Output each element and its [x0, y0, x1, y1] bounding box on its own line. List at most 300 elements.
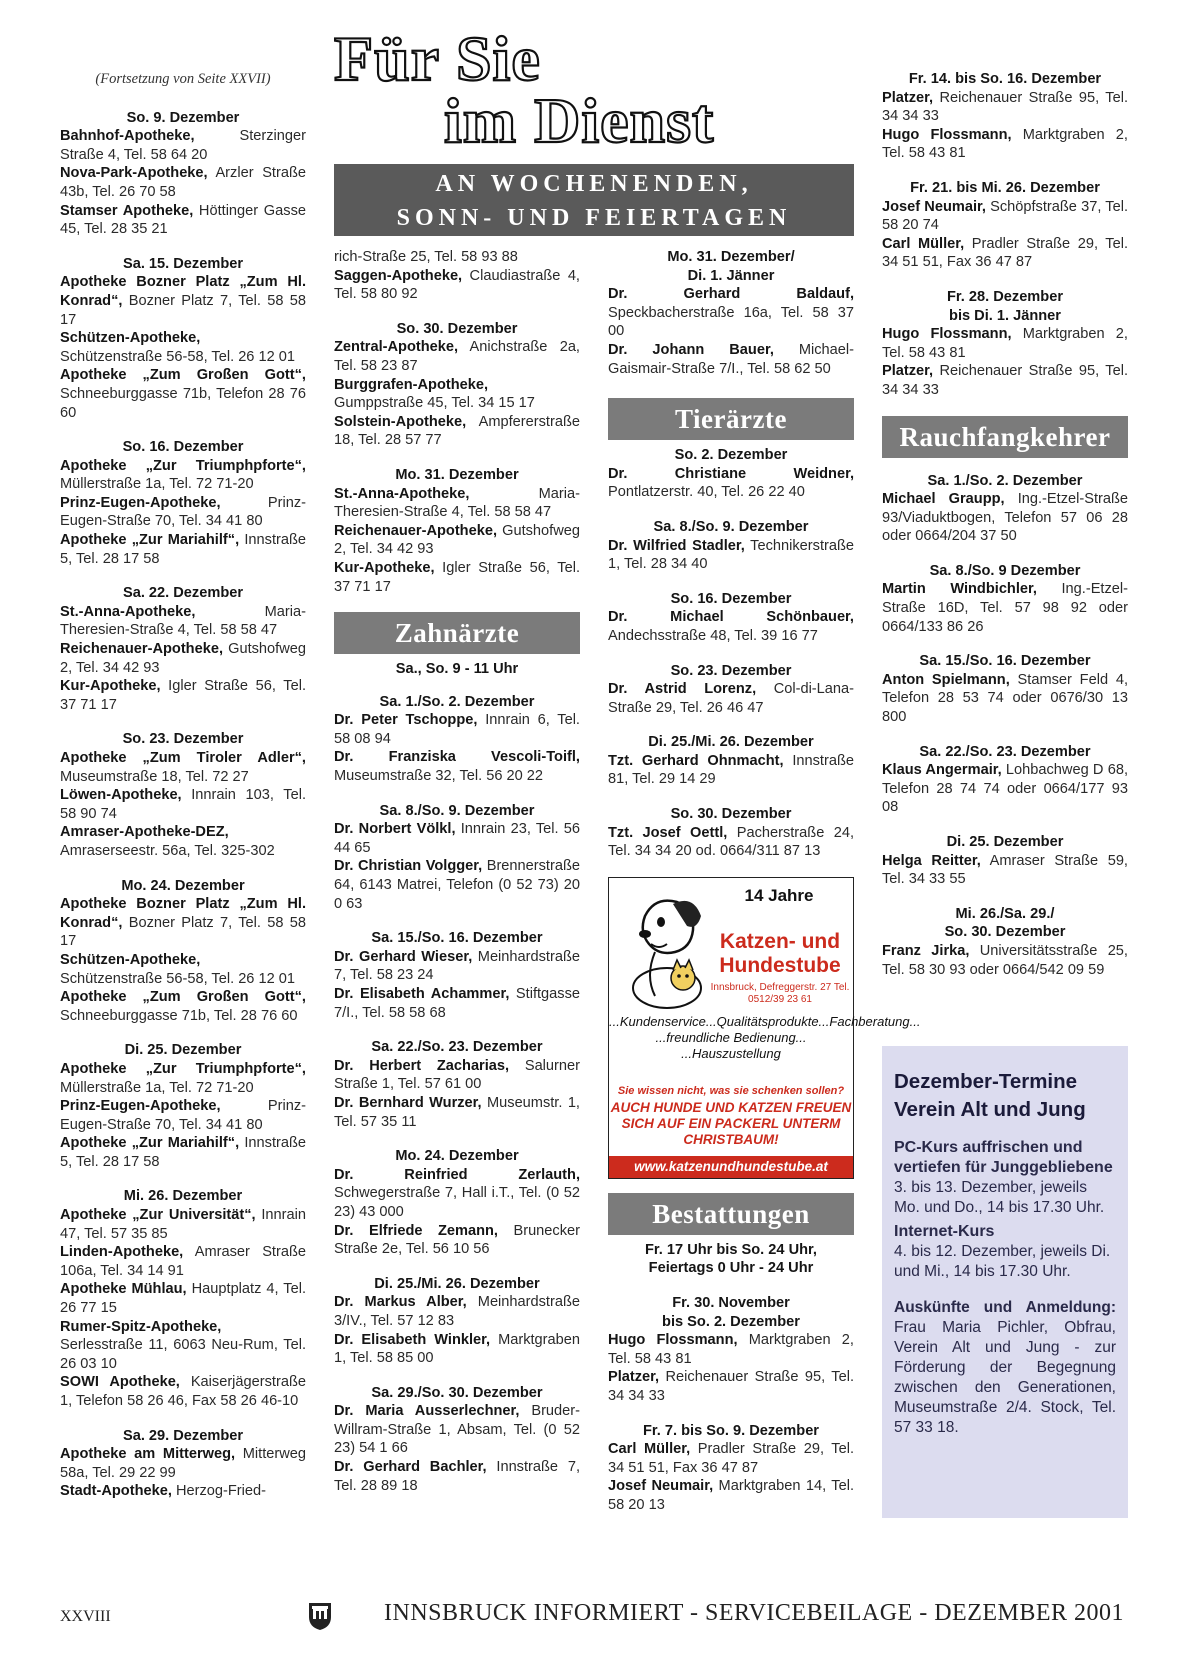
list-item — [60, 1373, 306, 1410]
entry-name: Dr. Gerhard Baldauf, — [608, 286, 854, 303]
date-heading: Sa. 22. Dezember — [122, 585, 244, 602]
date-block — [882, 179, 1128, 272]
entry-detail: Reichenauer Straße 95, Tel. 34 34 33 — [882, 363, 1128, 398]
entry-name: Apotheke „Zur Triumphpforte“, — [60, 1060, 306, 1077]
entry-detail: Gutshofweg 2, Tel. 34 42 93 — [334, 522, 580, 558]
date-block — [882, 833, 1128, 889]
date-heading-continued: Di. 1. Jänner — [687, 267, 775, 284]
banner-line-2: SONN- UND FEIERTAGEN — [396, 205, 792, 231]
entry-name: Linden-Apotheke, — [60, 1244, 184, 1261]
entry-name: Schützen-Apotheke, — [60, 330, 201, 347]
entry-name: Solstein-Apotheke, — [334, 413, 467, 430]
entry-detail: Maria-Theresien-Straße 4, Tel. 58 58 47 — [334, 485, 580, 521]
list-item — [60, 164, 306, 201]
footer-publication: INNSBRUCK INFORMIERT - SERVICEBEILAGE - DEZEMBER 2001 — [384, 1600, 1125, 1626]
entry-name: Stadt-Apotheke, — [60, 1483, 172, 1500]
date-heading: So. 2. Dezember — [674, 447, 788, 464]
date-block — [60, 730, 306, 860]
entry-detail: Technikerstraße 1, Tel. 28 34 40 — [608, 537, 855, 573]
entry-name: Burggrafen-Apotheke, — [334, 376, 489, 393]
entry-name: Reichenauer-Apotheke, — [60, 641, 224, 658]
list-item — [60, 1243, 306, 1280]
entry-name: Amraser-Apotheke-DEZ, — [60, 824, 229, 841]
entry-detail: Stiftgasse 7/I., Tel. 58 58 68 — [334, 986, 580, 1021]
entry-name: Dr. Peter Tschoppe, — [334, 712, 478, 729]
date-block — [882, 905, 1128, 979]
date-block — [334, 1147, 580, 1259]
verein-title: Dezember-Termine Verein Alt und Jung — [894, 1070, 1086, 1121]
list-item — [882, 362, 1128, 399]
date-heading: Sa. 8./So. 9 Dezember — [929, 562, 1081, 579]
entry-name: Dr. Bernhard Wurzer, — [334, 1094, 482, 1111]
entry-name: Dr. Elisabeth Achammer, — [334, 986, 510, 1002]
entry-name: Schützen-Apotheke, — [60, 951, 201, 968]
date-heading: Mi. 26. Dezember — [123, 1188, 243, 1205]
entry-detail: Claudiastraße 4, Tel. 58 80 92 — [334, 267, 580, 303]
banner-line-1: AN WOCHENENDEN, — [435, 171, 753, 197]
entry-detail: Innrain 23, Tel. 56 44 65 — [334, 821, 580, 856]
entry-detail: Amraser Straße 59, Tel. 34 33 55 — [882, 852, 1128, 888]
list-item — [882, 126, 1128, 163]
entry-name: Kur-Apotheke, — [60, 678, 161, 695]
ad-services: ...Kundenservice...Qualitätsprodukte...Fachberatung... ...freundliche Bedienung... ...Hauszustellung — [609, 1013, 921, 1061]
entry-detail: Innstraße 5, Tel. 28 17 58 — [60, 532, 307, 567]
entry-detail: Maria-Theresien-Straße 4, Tel. 58 58 47 — [60, 603, 306, 639]
list-item — [608, 285, 854, 341]
entry-detail: Marktgraben 2, Tel. 58 43 81 — [608, 1332, 854, 1367]
entry-name: Tzt. Josef Oettl, — [608, 824, 728, 841]
entry-name: Apotheke „Zum Tiroler Adler“, — [60, 750, 306, 766]
entry-detail: Prinz-Eugen-Straße 70, Tel. 34 41 80 — [60, 494, 306, 530]
entry-detail: Lohbachweg D 68, Telefon 28 74 74 oder 0664/177 93 08 — [882, 762, 1128, 816]
list-item — [60, 127, 306, 164]
entry-name: Dr. Elisabeth Winkler, — [334, 1331, 491, 1348]
column-3 — [608, 248, 921, 1531]
entry-name: Stamser Apotheke, — [60, 202, 194, 219]
entry-detail: Arzler Straße 43b, Tel. 26 70 58 — [60, 165, 306, 200]
date-heading: So. 16. Dezember — [670, 590, 792, 607]
entry-name: Apotheke „Zur Triumphpforte“, — [60, 457, 306, 474]
date-heading: So. 30. Dezember — [670, 806, 792, 823]
list-item — [334, 985, 580, 1022]
entry-detail: Hauptplatz 4, Tel. 26 77 15 — [60, 1281, 306, 1317]
entry-detail: Schützenstraße 56-58, Tel. 26 12 01 — [60, 970, 296, 987]
entry-name: Dr. Franziska Vescoli-Toifl, — [334, 749, 580, 766]
date-heading: Di. 25./Mi. 26. Dezember — [648, 734, 814, 751]
date-block — [882, 472, 1128, 546]
date-heading: Fr. 28. Dezember — [947, 288, 1063, 305]
entry-detail: Ing.-Etzel-Straße 16D, Tel. 57 98 92 oder 0664/133 86 26 — [882, 581, 1128, 635]
entry-detail: Marktgraben 2, Tel. 58 43 81 — [882, 326, 1128, 361]
city-crest-icon — [307, 1601, 333, 1631]
list-item — [60, 1280, 306, 1317]
entry-detail: Michael-Gaismair-Straße 7/I., Tel. 58 62 50 — [608, 341, 854, 377]
entry-detail: Marktgraben 1, Tel. 58 85 00 — [334, 1331, 580, 1367]
entry-name: Josef Neumair, — [882, 198, 986, 215]
date-block — [608, 1422, 854, 1515]
date-heading: So. 16. Dezember — [122, 439, 244, 456]
list-item — [334, 413, 580, 450]
entry-detail: Igler Straße 56, Tel. 37 71 17 — [334, 559, 580, 595]
pc-course-text: 3. bis 13. Dezember, jeweils Mo. und Do., 14 bis 17.30 Uhr. — [894, 1179, 1105, 1216]
list-item — [60, 329, 306, 366]
entry-detail: Schneeburggasse 71b, Telefon 28 76 60 — [60, 385, 306, 421]
entry-name: Michael Graupp, — [882, 491, 1005, 508]
entry-name: Platzer, — [882, 89, 934, 106]
entry-detail: Pradler Straße 29, Tel. 34 51 51, Fax 36 47 87 — [608, 1441, 855, 1476]
date-heading: Sa. 15./So. 16. Dezember — [919, 653, 1091, 670]
entry-name: Prinz-Eugen-Apotheke, — [60, 1098, 221, 1115]
entry-name: Zentral-Apotheke, — [334, 339, 459, 356]
list-item — [882, 235, 1128, 272]
list-item — [334, 1057, 580, 1094]
list-item — [608, 1368, 854, 1405]
column-2 — [334, 248, 580, 1511]
entry-detail: Brunecker Straße 2e, Tel. 56 10 56 — [334, 1222, 580, 1258]
title-line-2: im Dienst — [444, 85, 715, 156]
entry-name: Apotheke „Zur Mariahilf“, — [60, 532, 240, 549]
date-block — [608, 1294, 854, 1406]
entry-name: SOWI Apotheke, — [60, 1374, 180, 1391]
entry-name: Hugo Flossmann, — [882, 126, 1012, 143]
date-heading: Sa. 29. Dezember — [122, 1427, 244, 1444]
list-item — [60, 603, 306, 640]
verein-pc-course — [894, 1138, 1116, 1282]
list-item — [608, 824, 854, 861]
list-item — [60, 531, 306, 568]
list-item — [608, 752, 854, 789]
list-item — [334, 248, 580, 267]
entry-detail: Schwegerstraße 7, Hall i.T., Tel. (0 52 23) 43 000 — [334, 1185, 580, 1220]
entry-name: Klaus Angermair, — [882, 762, 1002, 779]
entry-name: Apotheke „Zum Großen Gott“, — [60, 367, 306, 384]
date-block — [334, 929, 580, 1022]
pc-course-heading: PC-Kurs auffrischen und vertiefen für Junggebliebene — [894, 1139, 1113, 1176]
entry-name: Dr. Maria Ausserlechner, — [334, 1403, 520, 1420]
entry-detail: Igler Straße 56, Tel. 37 71 17 — [60, 678, 306, 713]
list-item — [608, 341, 854, 378]
entry-detail: Pacherstraße 24, Tel. 34 34 20 od. 0664/311 87 13 — [608, 824, 854, 860]
list-item — [60, 1482, 306, 1501]
entry-detail: Ing.-Etzel-Straße 93/Viaduktbogen, Telefon 57 06 28 oder 0664/204 37 50 — [882, 491, 1129, 545]
entry-detail: Innstraße 81, Tel. 29 14 29 — [608, 752, 854, 788]
list-item — [882, 490, 1128, 546]
date-heading-continued: bis So. 2. Dezember — [662, 1313, 800, 1330]
entry-detail: Müllerstraße 1a, Tel. 72 71-20 — [60, 476, 254, 493]
list-item — [882, 942, 1128, 979]
date-block — [608, 248, 854, 378]
entry-name: Kur-Apotheke, — [334, 559, 435, 576]
list-item — [334, 1402, 580, 1458]
date-heading: Sa. 1./So. 2. Dezember — [379, 693, 535, 710]
entry-detail: Herzog-Fried- — [171, 1483, 266, 1500]
entry-detail: Sterzinger Straße 4, Tel. 58 64 20 — [60, 128, 306, 163]
entry-detail: Meinhardstraße 7, Tel. 58 23 24 — [334, 948, 580, 984]
list-item — [60, 895, 306, 951]
ad-shop-address: Innsbruck, Defreggerstr. 27 Tel. 0512/39 23 61 — [710, 981, 850, 1005]
entry-name: Helga Reitter, — [882, 852, 981, 869]
date-heading: Fr. 21. bis Mi. 26. Dezember — [910, 179, 1100, 196]
entry-detail: Anichstraße 2a, Tel. 58 23 87 — [334, 339, 580, 374]
list-item — [334, 522, 580, 559]
date-heading: Fr. 7. bis So. 9. Dezember — [642, 1422, 819, 1439]
list-item — [334, 1331, 580, 1368]
verein-info — [894, 1298, 1116, 1438]
continuation-note: (Fortsetzung von Seite XXVII) — [95, 71, 271, 87]
funeral-hours-2: Feiertags 0 Uhr - 24 Uhr — [648, 1260, 814, 1277]
entry-name: Martin Windbichler, — [882, 581, 1037, 598]
list-item — [608, 1477, 854, 1514]
date-block — [334, 802, 580, 914]
entry-detail: Gumppstraße 45, Tel. 34 15 17 — [334, 395, 535, 412]
list-item — [60, 1060, 306, 1097]
date-heading: Sa. 22./So. 23. Dezember — [919, 743, 1091, 760]
list-item — [60, 202, 306, 239]
list-item — [882, 325, 1128, 362]
verein-alt-und-jung-box — [882, 1046, 1128, 1518]
date-block — [60, 438, 306, 568]
date-block — [334, 466, 580, 596]
date-block — [334, 320, 580, 450]
entry-detail: Bruder-Willram-Straße 1, Absam, Tel. (0 52 23) 54 1 66 — [334, 1403, 580, 1457]
date-block — [882, 288, 1128, 400]
entry-detail: Amraserseestr. 56a, Tel. 325-302 — [60, 842, 275, 859]
list-item — [882, 761, 1128, 817]
list-item — [334, 1293, 580, 1330]
list-item — [608, 680, 854, 717]
date-heading: So. 30. Dezember — [396, 320, 518, 337]
entry-name: Apotheke am Mitterweg, — [60, 1446, 236, 1463]
weekend-banner — [334, 164, 854, 236]
date-heading: Mo. 31. Dezember/ — [667, 249, 795, 265]
date-heading-continued: bis Di. 1. Jänner — [949, 307, 1061, 324]
entry-detail: Höttinger Gasse 45, Tel. 28 35 21 — [60, 202, 306, 238]
list-item — [60, 273, 306, 329]
list-item — [334, 857, 580, 913]
entry-detail: Innstraße 5, Tel. 28 17 58 — [60, 1135, 307, 1170]
entry-detail: Innrain 6, Tel. 58 08 94 — [334, 712, 580, 747]
list-item — [334, 711, 580, 748]
entry-name: Dr. Michael Schönbauer, — [608, 609, 854, 626]
list-item — [334, 748, 580, 785]
list-item — [882, 89, 1128, 126]
list-item — [882, 580, 1128, 636]
entry-name: Hugo Flossmann, — [882, 326, 1012, 343]
list-item — [334, 820, 580, 857]
date-block — [60, 1427, 306, 1501]
date-block — [334, 1038, 580, 1131]
entry-name: Dr. Markus Alber, — [334, 1294, 467, 1311]
column-4 — [882, 70, 1128, 995]
list-item — [334, 1094, 580, 1131]
entry-name: Rumer-Spitz-Apotheke, — [60, 1318, 222, 1335]
date-block — [60, 109, 306, 239]
list-item — [334, 1458, 580, 1495]
list-item — [882, 671, 1128, 727]
funeral-hours-1: Fr. 17 Uhr bis So. 24 Uhr, — [645, 1241, 817, 1258]
date-block — [60, 1187, 306, 1410]
entry-detail: Bozner Platz 7, Tel. 58 58 17 — [60, 292, 306, 328]
entry-detail: Prinz-Eugen-Straße 70, Tel. 34 41 80 — [60, 1098, 306, 1133]
list-item — [60, 457, 306, 494]
entry-name: Tzt. Gerhard Ohnmacht, — [608, 752, 784, 769]
list-item — [60, 494, 306, 531]
entry-detail: Innrain 103, Tel. 58 90 74 — [60, 787, 306, 822]
list-item — [882, 198, 1128, 235]
entry-name: Dr. Astrid Lorenz, — [608, 681, 757, 698]
date-heading: So. 23. Dezember — [122, 731, 244, 748]
list-item — [60, 1134, 306, 1171]
date-block — [608, 518, 854, 574]
entry-detail: Col-di-Lana-Straße 29, Tel. 26 46 47 — [608, 681, 854, 716]
date-block — [60, 877, 306, 1026]
entry-detail: Schneeburggasse 71b, Tel. 28 76 60 — [60, 1007, 298, 1024]
entry-name: Apotheke Mühlau, — [60, 1281, 187, 1298]
entry-name: Dr. Elfriede Zemann, — [334, 1222, 498, 1239]
list-item — [334, 1166, 580, 1222]
title-line-1: Für Sie — [334, 23, 541, 94]
ad-question: Sie wissen nicht, was sie schenken sollen? — [617, 1084, 845, 1097]
verein-info-label: Auskünfte und Anmeldung: — [894, 1299, 1116, 1316]
entry-detail: Brennerstraße 64, 6143 Matrei, Telefon (0 52 73) 20 0 63 — [334, 858, 580, 912]
list-item — [60, 1318, 306, 1374]
date-heading: Di. 25./Mi. 26. Dezember — [374, 1275, 540, 1292]
date-block — [882, 70, 1128, 163]
list-item — [334, 948, 580, 985]
vets-heading: Tierärzte — [608, 398, 854, 440]
entry-name: Löwen-Apotheke, — [60, 787, 182, 804]
date-block — [60, 584, 306, 714]
entry-name: Apotheke „Zum Großen Gott“, — [60, 989, 306, 1006]
entry-name: Dr. Norbert Völkl, — [334, 821, 456, 838]
date-block — [334, 248, 580, 304]
entry-detail: Schützenstraße 56-58, Tel. 26 12 01 — [60, 348, 296, 365]
entry-name: Franz Jirka, — [882, 942, 970, 959]
entry-detail: Amraser Straße 106a, Tel. 34 14 91 — [60, 1244, 306, 1279]
date-block — [608, 446, 854, 502]
entry-name: Saggen-Apotheke, — [334, 267, 463, 284]
entry-name: Dr. Wilfried Stadler, — [608, 537, 745, 554]
pet-shop-ad — [608, 877, 921, 1179]
list-item — [60, 1097, 306, 1134]
entry-name: Platzer, — [608, 1369, 660, 1386]
list-item — [608, 465, 854, 502]
list-item — [334, 559, 580, 596]
list-item — [60, 677, 306, 714]
entry-detail: Pradler Straße 29, Tel. 34 51 51, Fax 36 47 87 — [882, 235, 1129, 271]
list-item — [334, 485, 580, 522]
date-heading: Sa. 29./So. 30. Dezember — [371, 1384, 543, 1401]
date-heading: So. 23. Dezember — [670, 662, 792, 679]
entry-detail: Marktgraben 2, Tel. 58 43 81 — [882, 126, 1128, 162]
entry-name: Dr. Johann Bauer, — [608, 341, 774, 358]
list-item — [60, 951, 306, 988]
date-heading: So. 9. Dezember — [126, 109, 240, 126]
entry-detail: Kaiserjägerstraße 1, Telefon 58 26 46, Fax 58 26 46-10 — [60, 1374, 306, 1409]
entry-name: Dr. Christian Volgger, — [334, 858, 483, 875]
date-block — [334, 693, 580, 786]
entry-name: Dr. Reinfried Zerlauth, — [334, 1166, 580, 1183]
date-heading: Mo. 31. Dezember — [395, 466, 519, 483]
date-block — [882, 743, 1128, 817]
date-block — [608, 590, 854, 646]
entry-name: Carl Müller, — [882, 235, 965, 252]
entry-detail: Mitterweg 58a, Tel. 29 22 99 — [60, 1446, 306, 1481]
date-block — [608, 805, 854, 861]
date-heading: Mo. 24. Dezember — [395, 1148, 519, 1165]
list-item — [60, 366, 306, 422]
list-item — [882, 852, 1128, 889]
list-item — [608, 537, 854, 574]
entry-detail: Schöpfstraße 37, Tel. 58 20 74 — [882, 198, 1128, 234]
entry-name: Dr. Gerhard Wieser, — [334, 948, 473, 965]
entry-detail: Bozner Platz 7, Tel. 58 58 17 — [60, 914, 306, 950]
ad-years-badge: 14 Jahre — [744, 885, 814, 905]
date-heading: Sa. 15. Dezember — [122, 255, 244, 272]
date-block — [608, 662, 854, 718]
entry-name: Apotheke „Zur Universität“, — [60, 1207, 256, 1224]
date-heading: Di. 25. Dezember — [124, 1042, 242, 1059]
page-number: XXVIII — [60, 1608, 111, 1625]
entry-name: Josef Neumair, — [608, 1478, 714, 1495]
entry-detail: Museumstraße 32, Tel. 56 20 22 — [334, 768, 544, 785]
verein-info-text: Frau Maria Pichler, Obfrau, Verein Alt und Jung - zur Förderung der Begegnung zwischen den Generationen, Museumstraße 2/4. Stock, Tel. 57 33 18. — [894, 1319, 1116, 1436]
entry-name: Anton Spielmann, — [882, 671, 1010, 688]
dentists-heading: Zahnärzte — [334, 612, 580, 654]
entry-detail: Gutshofweg 2, Tel. 34 42 93 — [60, 641, 306, 676]
entry-detail: Museumstr. 1, Tel. 57 35 11 — [334, 1094, 580, 1130]
entry-name: Nova-Park-Apotheke, — [60, 165, 208, 182]
list-item — [60, 823, 306, 860]
date-block — [334, 1275, 580, 1368]
chimney-sweeps-heading: Rauchfangkehrer — [882, 416, 1128, 458]
entry-detail: Marktgraben 14, Tel. 58 20 13 — [608, 1478, 855, 1513]
list-item — [608, 1331, 854, 1368]
entry-name: St.-Anna-Apotheke, — [334, 485, 470, 502]
ad-website-link[interactable]: www.katzenundhundestube.at — [609, 1156, 853, 1178]
entry-detail: Universitätsstraße 25, Tel. 58 30 93 oder 0664/542 09 59 — [882, 942, 1128, 978]
entry-name: Hugo Flossmann, — [608, 1332, 738, 1349]
entry-name: Reichenauer-Apotheke, — [334, 522, 498, 539]
date-heading: Fr. 30. November — [672, 1295, 790, 1312]
list-item — [334, 267, 580, 304]
date-heading: Sa. 8./So. 9. Dezember — [653, 518, 809, 535]
date-heading: Sa. 15./So. 16. Dezember — [371, 930, 543, 947]
funeral-services-heading: Bestattungen — [608, 1193, 854, 1235]
entry-name: Dr. Herbert Zacharias, — [334, 1057, 510, 1074]
date-block — [608, 733, 854, 789]
list-item — [608, 1440, 854, 1477]
entry-name: St.-Anna-Apotheke, — [60, 603, 196, 620]
date-block — [334, 1384, 580, 1496]
list-item — [60, 640, 306, 677]
ad-slogan: AUCH HUNDE UND KATZEN FREUEN SICH AUF EIN PACKERL UNTERM CHRISTBAUM! — [610, 1099, 852, 1147]
entry-name: Dr. Christiane Weidner, — [608, 465, 854, 482]
entry-name: Carl Müller, — [608, 1441, 691, 1458]
dog-and-cat-illustration — [615, 886, 715, 1014]
entry-detail: Innstraße 7, Tel. 28 89 18 — [334, 1459, 580, 1494]
dentists-hours: Sa., So. 9 - 11 Uhr — [395, 661, 519, 678]
list-item — [334, 376, 580, 413]
entry-name: Apotheke „Zur Mariahilf“, — [60, 1135, 240, 1152]
date-block — [60, 1041, 306, 1171]
date-heading-continued: So. 30. Dezember — [944, 924, 1066, 941]
date-heading: Mi. 26./Sa. 29./ — [955, 905, 1055, 922]
date-heading: Fr. 14. bis So. 16. Dezember — [908, 71, 1102, 87]
list-item — [60, 1206, 306, 1243]
entry-name: Platzer, — [882, 363, 934, 380]
date-block — [882, 562, 1128, 636]
